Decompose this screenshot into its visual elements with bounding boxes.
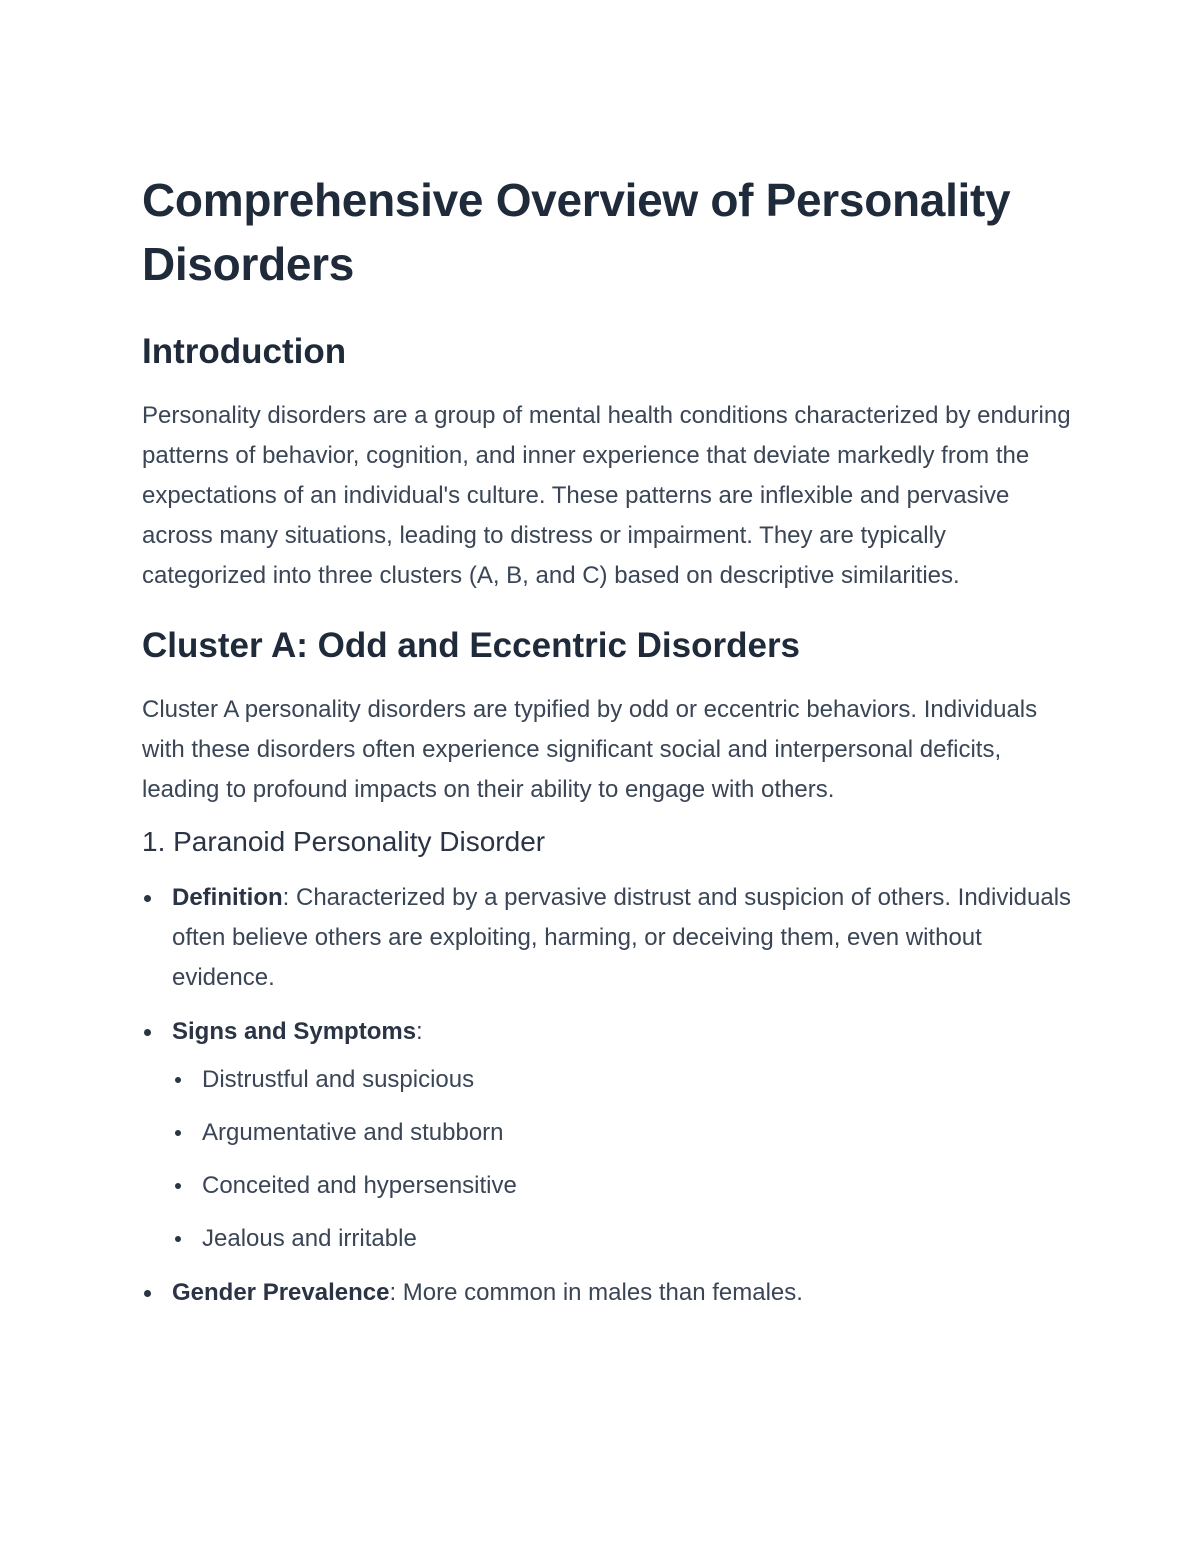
document-title: Comprehensive Overview of Personality Disorders: [142, 174, 1011, 290]
signs-text: :: [416, 1018, 423, 1045]
document-page: [142, 168, 1072, 1327]
symptom-item: Distrustful and suspicious: [172, 1060, 1072, 1100]
cluster-a-paragraph: Cluster A personality disorders are typified by odd or eccentric behaviors. Individuals with these disorders often experience significant social and interpersonal deficits, leading to profound impacts on their ability to engage with others.: [142, 696, 1038, 803]
definition-term: Definition: [172, 884, 283, 911]
paranoid-disorder-details-list: [142, 878, 1072, 1313]
list-item-definition: [142, 878, 1072, 998]
list-item-gender-prevalence: [142, 1273, 1072, 1313]
paranoid-disorder-heading: 1. Paranoid Personality Disorder: [142, 826, 546, 857]
gender-term: Gender Prevalence: [172, 1279, 390, 1306]
introduction-paragraph: Personality disorders are a group of mental health conditions characterized by enduring patterns of behavior, cognition, and inner experience that deviate markedly from the expectations of an individual's culture. These patterns are inflexible and pervasive across many situations, leading to distress or impairment. They are typically categorized into three clusters (A, B, and C) based on descriptive similarities.: [142, 402, 1071, 589]
introduction-heading: Introduction: [142, 332, 347, 371]
gender-text: : More common in males than females.: [389, 1279, 803, 1306]
list-item-signs-and-symptoms: [142, 1012, 1072, 1259]
symptom-item: Jealous and irritable: [172, 1219, 1072, 1259]
symptom-item: Argumentative and stubborn: [172, 1113, 1072, 1153]
signs-term: Signs and Symptoms: [172, 1018, 417, 1045]
cluster-a-heading: Cluster A: Odd and Eccentric Disorders: [142, 626, 801, 665]
symptoms-sublist: [172, 1060, 1072, 1259]
definition-text: : Characterized by a pervasive distrust and suspicion of others. Individuals often believe others are exploiting, harming, or deceiving them, even without evidence.: [172, 884, 1072, 991]
symptom-item: Conceited and hypersensitive: [172, 1166, 1072, 1206]
